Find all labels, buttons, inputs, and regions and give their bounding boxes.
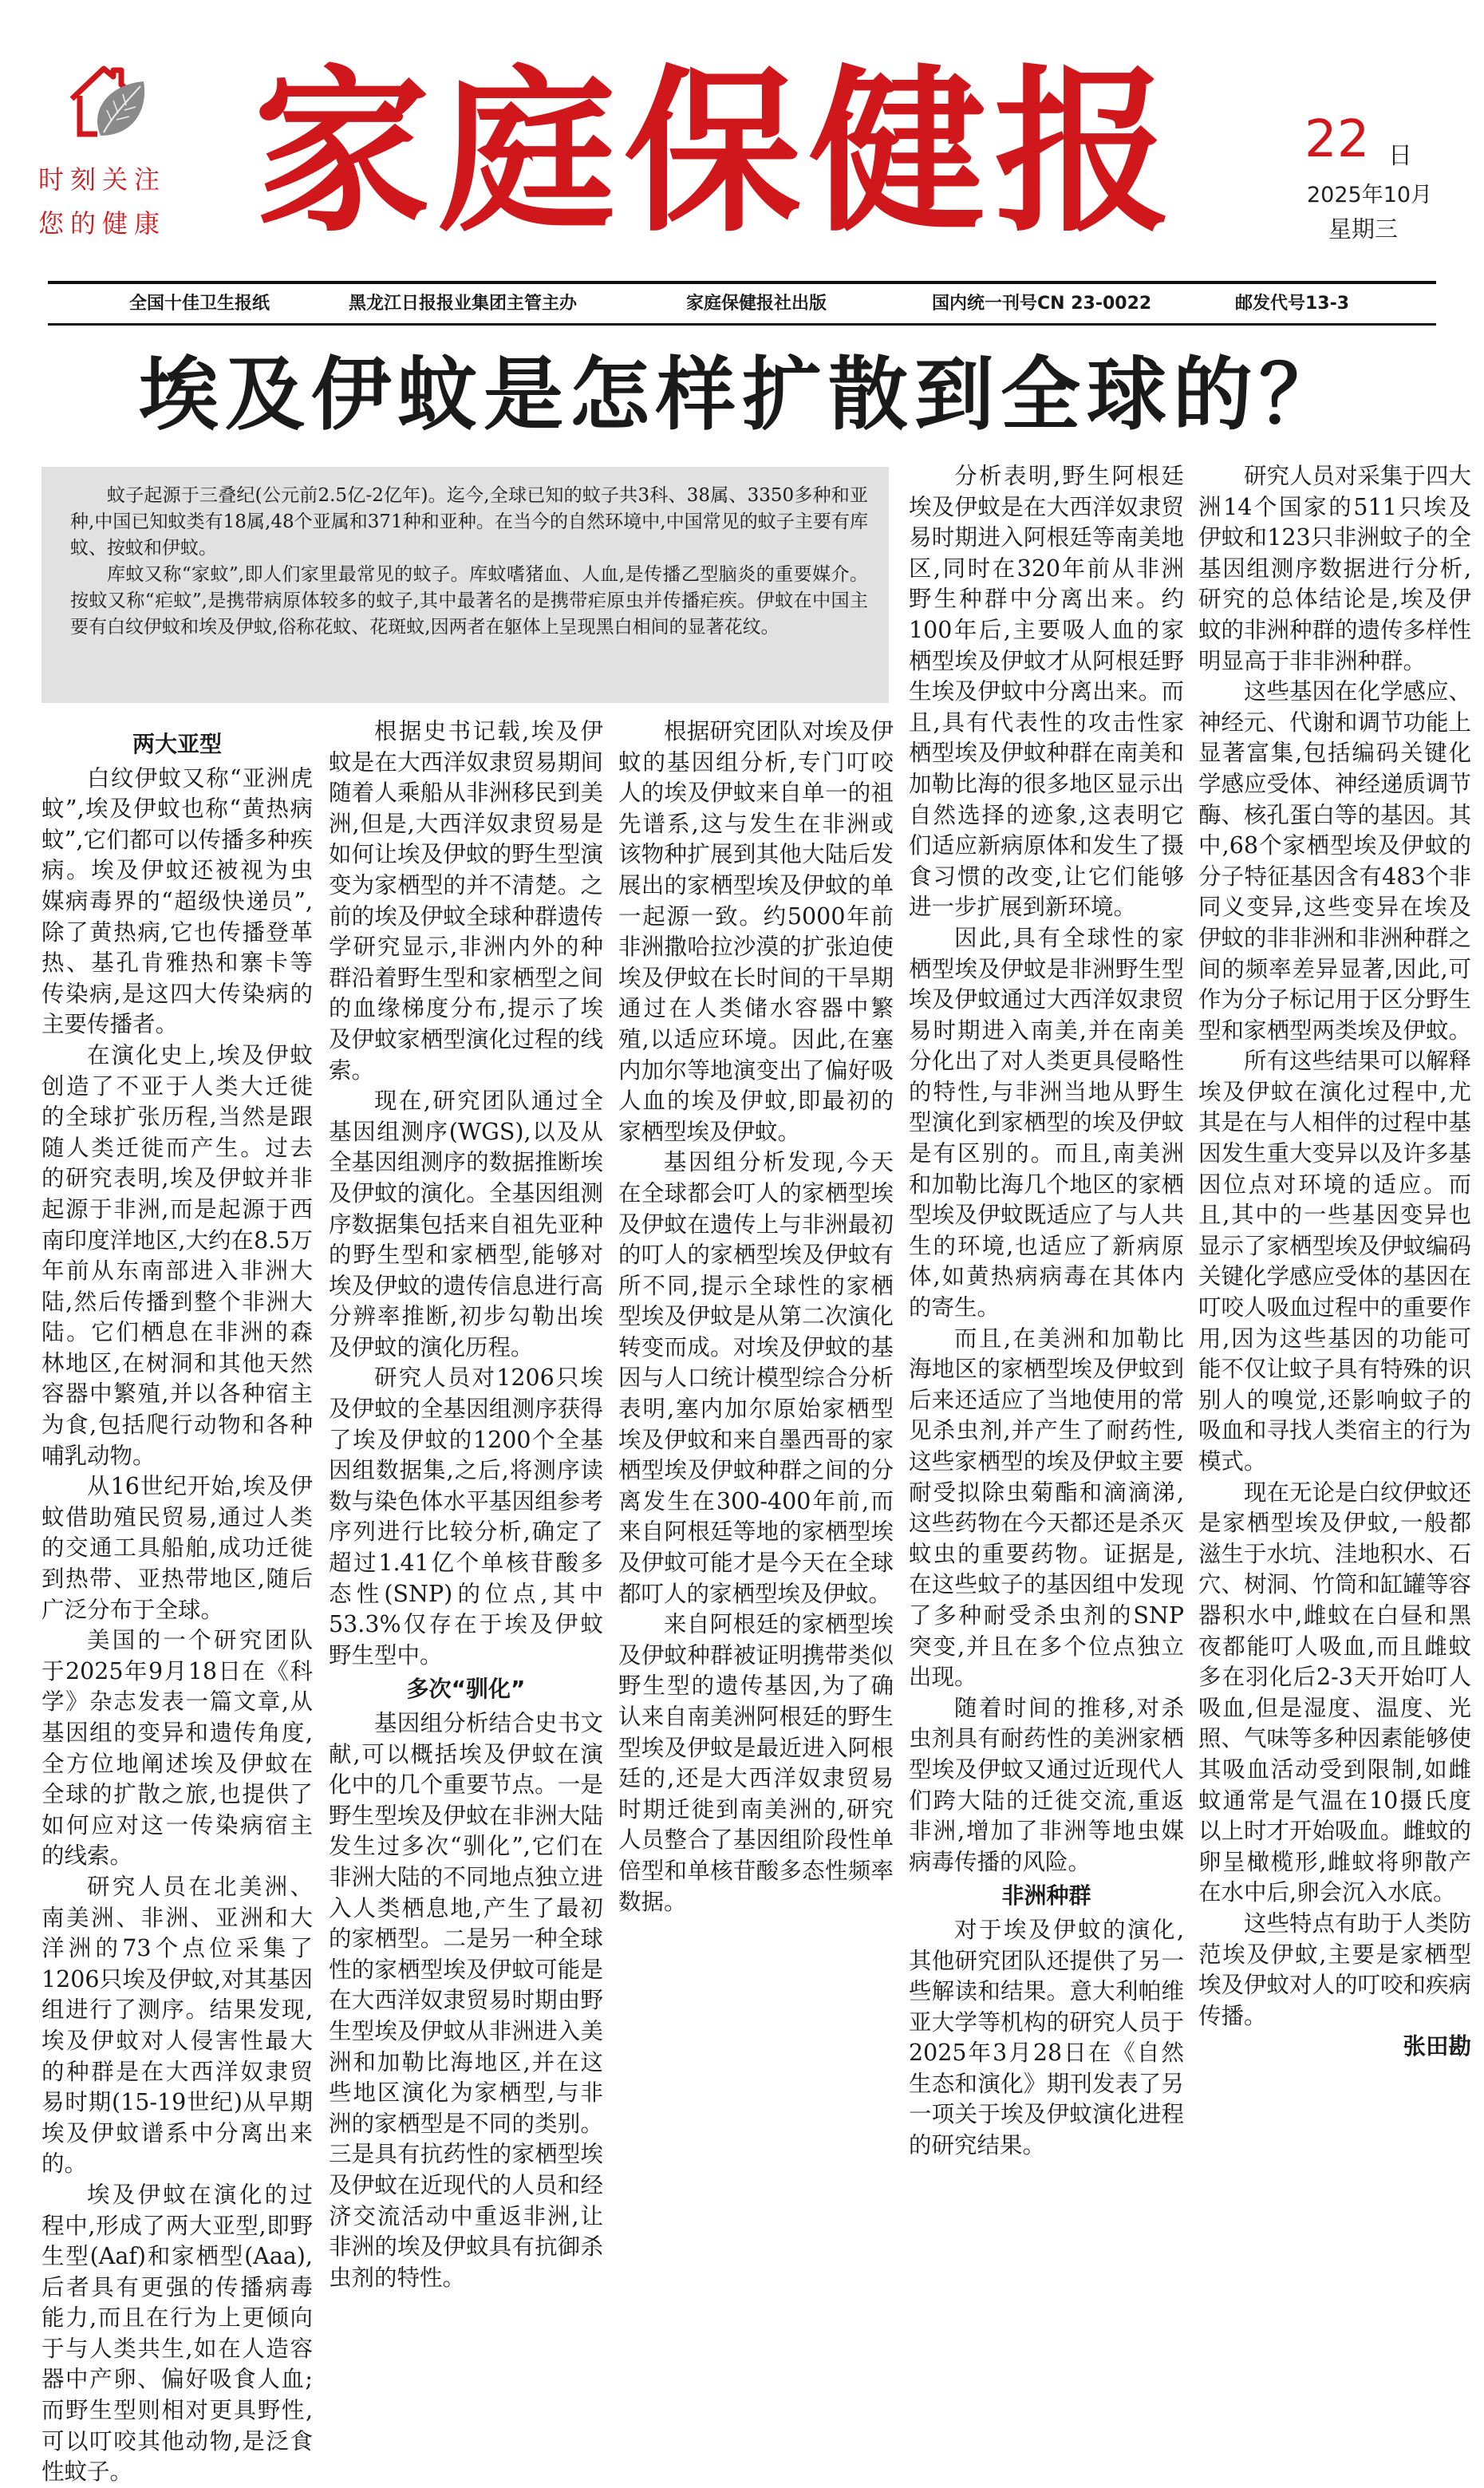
body-paragraph: 从16世纪开始,埃及伊蚊借助殖民贸易,通过人类的交通工具船舶,成功迁徙到热带、亚热带地区,随后广泛分布于全球。	[41, 1473, 313, 1623]
article-column-1	[41, 726, 313, 2486]
issue-day: 22	[1304, 110, 1370, 169]
body-paragraph: 现在无论是白纹伊蚊还是家栖型埃及伊蚊,一般都滋生于水坑、洼地积水、石穴、树洞、竹筒和缸罐等容器积水中,雌蚊在白昼和黑夜都能叮人吸血,而且雌蚊多在羽化后2-3天开始叮人吸血,但是湿度、温度、光照、气味等多种因素能够使其吸血活动受到限制,如雌蚊通常是气温在10摄氏度以上时才开始吸血。雌蚊的卵呈橄榄形,雌蚊将卵散产在水中后,卵会沉入水底。	[1198, 1479, 1472, 1906]
body-paragraph: 因此,具有全球性的家栖型埃及伊蚊是非洲野生型埃及伊蚊通过大西洋奴隶贸易时期进入南美,并在南美分化出了对人类更具侵略性的特性,与非洲当地从野生型演化到家栖型的埃及伊蚊是有区别的。而且,南美洲和加勒比海几个地区的家栖型埃及伊蚊既适应了与人共生的环境,也适应了新病原体,如黄热病病毒在其体内的寄生。	[909, 924, 1184, 1321]
info-cn-number: 国内统一刊号CN 23-0022	[932, 294, 1152, 314]
summary-paragraph: 蚊子起源于三叠纪(公元前2.5亿-2亿年)。迄今,全球已知的蚊子共3科、38属、3350多种和亚种,中国已知蚊类有18属,48个亚属和371种和亚种。在当今的自然环境中,中国常见的蚊子主要有库蚊、按蚊和伊蚊。	[70, 485, 868, 559]
body-paragraph: 这些基因在化学感应、神经元、代谢和调节功能上显著富集,包括编码关键化学感应受体、神经递质调节酶、核孔蛋白等的基因。其中,68个家栖型埃及伊蚊的分子特征基因含有483个非同义变异,这些变异在埃及伊蚊的非非洲和非洲种群之间的频率差异显著,因此,可作为分子标记用于区分野生型和家栖型两类埃及伊蚊。	[1198, 678, 1472, 1044]
body-paragraph: 随着时间的推移,对杀虫剂具有耐药性的美洲家栖型埃及伊蚊又通过近现代人们跨大陆的迁徙交流,重返非洲,增加了非洲等地虫媒病毒传播的风险。	[909, 1694, 1184, 1875]
body-paragraph: 而且,在美洲和加勒比海地区的家栖型埃及伊蚊到后来还适应了当地使用的常见杀虫剂,并产生了耐药性,这些家栖型的埃及伊蚊主要耐受拟除虫菊酯和滴滴涕,这些药物在今天都还是杀灭蚊虫的重要药物。证据是,在这些蚊子的基因组中发现了多种耐受杀虫剂的SNP突变,并且在多个位点独立出现。	[909, 1325, 1184, 1691]
body-paragraph: 在演化史上,埃及伊蚊创造了不亚于人类大迁徙的全球扩张历程,当然是跟随人类迁徙而产生。过去的研究表明,埃及伊蚊并非起源于非洲,而是起源于西南印度洋地区,大约在8.5万年前从东南部进入非洲大陆,然后传播到整个非洲大陆。它们栖息在非洲的森林地区,在树洞和其他天然容器中繁殖,并以各种宿主为食,包括爬行动物和各种哺乳动物。	[41, 1041, 313, 1469]
body-paragraph: 研究人员对采集于四大洲14个国家的511只埃及伊蚊和123只非洲蚊子的全基因组测序数据进行分析,研究的总体结论是,埃及伊蚊的非洲种群的遗传多样性明显高于非非洲种群。	[1198, 463, 1472, 674]
issue-day-unit: 日	[1388, 142, 1412, 170]
masthead	[0, 0, 1484, 279]
body-paragraph: 现在,研究团队通过全基因组测序(WGS),以及从全基因组测序的数据推断埃及伊蚊的演化。全基因组测序数据集包括来自祖先亚种的野生型和家栖型,能够对埃及伊蚊的遗传信息进行高分辨率推断,初步勾勒出埃及伊蚊的演化历程。	[329, 1088, 603, 1361]
body-paragraph: 来自阿根廷的家栖型埃及伊蚊种群被证明携带类似野生型的遗传基因,为了确认来自南美洲阿根廷的野生型埃及伊蚊是最近进入阿根廷的,还是大西洋奴隶贸易时期迁徙到南美洲的,研究人员整合了基因组阶段性单倍型和单核苷酸多态性频率数据。	[618, 1611, 894, 1915]
article-column-3	[618, 717, 894, 2202]
subheading: 非洲种群	[1001, 1882, 1091, 1909]
body-paragraph: 研究人员对1206只埃及伊蚊的全基因组测序获得了埃及伊蚊的1200个全基因组数据集,之后,将测序读数与染色体水平基因组参考序列进行比较分析,确定了超过1.41亿个单核苷酸多态性(SNP)的位点,其中53.3%仅存在于埃及伊蚊野生型中。	[329, 1364, 603, 1669]
body-paragraph: 埃及伊蚊在演化的过程中,形成了两大亚型,即野生型(Aaf)和家栖型(Aaa),后者具有更强的传播病毒能力,而且在行为上更倾向于与人类共生,如在人造容器中产卵、偏好吸食人血;而野生型则相对更具野性,可以叮咬其他动物,是泛食性蚊子。	[41, 2181, 313, 2486]
body-paragraph: 美国的一个研究团队于2025年9月18日在《科学》杂志发表一篇文章,从基因组的变异和遗传角度,全方位地阐述埃及伊蚊在全球的扩散之旅,也提供了如何应对这一传染病宿主的线索。	[41, 1627, 313, 1870]
newspaper-title: 家庭保健报	[254, 50, 1179, 256]
subheading: 两大亚型	[132, 731, 222, 757]
author-byline: 张田勘	[1403, 2033, 1471, 2060]
article-headline: 埃及伊蚊是怎样扩散到全球的？	[139, 348, 1345, 441]
body-paragraph: 所有这些结果可以解释埃及伊蚊在演化过程中,尤其是在与人相伴的过程中基因发生重大变异以及许多基因位点对环境的适应。而且,其中的一些基因变异也显示了家栖型埃及伊蚊编码关键化学感应受体的基因在叮咬人吸血过程中的重要作用,因为这些基因的功能可能不仅让蚊子具有特殊的识别人的嗅觉,还影响蚊子的吸血和寻找人类宿主的行为模式。	[1198, 1048, 1472, 1475]
info-sponsor: 黑龙江日报报业集团主管主办	[349, 294, 578, 314]
info-bar	[48, 286, 1436, 322]
slogan-line-2: 您的健康	[38, 208, 167, 239]
info-award: 全国十佳卫生报纸	[129, 294, 270, 314]
body-paragraph: 根据史书记载,埃及伊蚊是在大西洋奴隶贸易期间随着人乘船从非洲移民到美洲,但是,大西洋奴隶贸易是如何让埃及伊蚊的野生型演变为家栖型的并不清楚。之前的埃及伊蚊全球种群遗传学研究显示,非洲内外的种群沿着野生型和家栖型之间的血缘梯度分布,提示了埃及伊蚊家栖型演化过程的线索。	[329, 718, 603, 1084]
article-column-2	[329, 717, 603, 2291]
info-bottom-rule	[48, 323, 1436, 326]
info-postal-code: 邮发代号13-3	[1235, 294, 1350, 314]
body-paragraph: 白纹伊蚊又称“亚洲虎蚊”,埃及伊蚊也称“黄热病蚊”,它们都可以传播多种疾病。埃及伊蚊还被视为虫媒病毒界的“超级快递员”,除了黄热病,它也传播登革热、基孔肯雅热和寨卡等传染病,是这四大传染病的主要传播者。	[41, 764, 313, 1038]
body-paragraph: 基因组分析结合史书文献,可以概括埃及伊蚊在演化中的几个重要节点。一是野生型埃及伊蚊在非洲大陆发生过多次“驯化”,它们在非洲大陆的不同地点独立进入人类栖息地,产生了最初的家栖型。二是另一种全球性的家栖型埃及伊蚊可能是在大西洋奴隶贸易时期由野生型埃及伊蚊从非洲进入美洲和加勒比海地区,并在这些地区演化为家栖型,与非洲的家栖型是不同的类别。三是具有抗药性的家栖型埃及伊蚊在近现代的人员和经济交流活动中重返非洲,让非洲的埃及伊蚊具有抗御杀虫剂的特性。	[329, 1710, 603, 2291]
body-paragraph: 这些特点有助于人类防范埃及伊蚊,主要是家栖型埃及伊蚊对人的叮咬和疾病传播。	[1198, 1909, 1472, 2029]
issue-weekday: 星期三	[1328, 215, 1399, 243]
body-paragraph: 基因组分析发现,今天在全球都会叮人的家栖型埃及伊蚊在遗传上与非洲最初的叮人的家栖型埃及伊蚊有所不同,提示全球性的家栖型埃及伊蚊是从第二次演化转变而成。对埃及伊蚊的基因与人口统计模型综合分析表明,塞内加尔原始家栖型埃及伊蚊和来自墨西哥的家栖型埃及伊蚊种群之间的分离发生在300-400年前,而来自阿根廷等地的家栖型埃及伊蚊可能才是今天在全球都叮人的家栖型埃及伊蚊。	[618, 1149, 894, 1607]
body-paragraph: 根据研究团队对埃及伊蚊的基因组分析,专门叮咬人的埃及伊蚊来自单一的祖先谱系,这与发生在非洲或该物种扩展到其他大陆后发展出的家栖型埃及伊蚊的单一起源一致。约5000年前非洲撒哈拉沙漠的扩张迫使埃及伊蚊在长时间的干旱期通过在人类储水容器中繁殖,以适应环境。因此,在塞内加尔等地演变出了偏好吸人血的埃及伊蚊,即最初的家栖型埃及伊蚊。	[618, 718, 894, 1145]
slogan-line-1: 时刻关注	[38, 164, 167, 195]
info-publisher: 家庭保健报社出版	[686, 294, 827, 314]
body-paragraph: 对于埃及伊蚊的演化,其他研究团队还提供了另一些解读和结果。意大利帕维亚大学等机构的研究人员于2025年3月28日在《自然生态和演化》期刊发表了另一项关于埃及伊蚊演化进程的研究结果。	[909, 1916, 1184, 2159]
summary-paragraph: 库蚊又称“家蚊”,即人们家里最常见的蚊子。库蚊嗜猪血、人血,是传播乙型脑炎的重要媒介。按蚊又称“疟蚊”,是携带病原体较多的蚊子,其中最著名的是携带疟原虫并传播疟疾。伊蚊在中国主要有白纹伊蚊和埃及伊蚊,俗称花蚊、花斑蚊,因两者在躯体上呈现黑白相间的显著花纹。	[70, 564, 868, 638]
article-summary-box	[41, 467, 889, 703]
top-rule	[48, 281, 1436, 284]
house-leaf-logo-icon	[65, 61, 161, 140]
issue-year-month: 2025年10月	[1307, 183, 1433, 207]
article-column-5	[1198, 461, 1471, 2202]
body-paragraph: 分析表明,野生阿根廷埃及伊蚊是在大西洋奴隶贸易时期进入阿根廷等南美地区,同时在320年前从非洲野生种群中分离出来。约100年后,主要吸人血的家栖型埃及伊蚊才从阿根廷野生埃及伊蚊中分离出来。而且,具有代表性的攻击性家栖型埃及伊蚊种群在南美和加勒比海的很多地区显示出自然选择的迹象,这表明它们适应新病原体和发生了摄食习惯的改变,让它们能够进一步扩展到新环境。	[909, 463, 1184, 921]
body-paragraph: 研究人员在北美洲、南美洲、非洲、亚洲和大洋洲的73个点位采集了1206只埃及伊蚊,对其基因组进行了测序。结果发现,埃及伊蚊对人侵害性最大的种群是在大西洋奴隶贸易时期(15-19世纪)从早期埃及伊蚊谱系中分离出来的。	[41, 1873, 313, 2178]
article-column-4	[909, 461, 1184, 2202]
subheading: 多次“驯化”	[406, 1676, 526, 1703]
